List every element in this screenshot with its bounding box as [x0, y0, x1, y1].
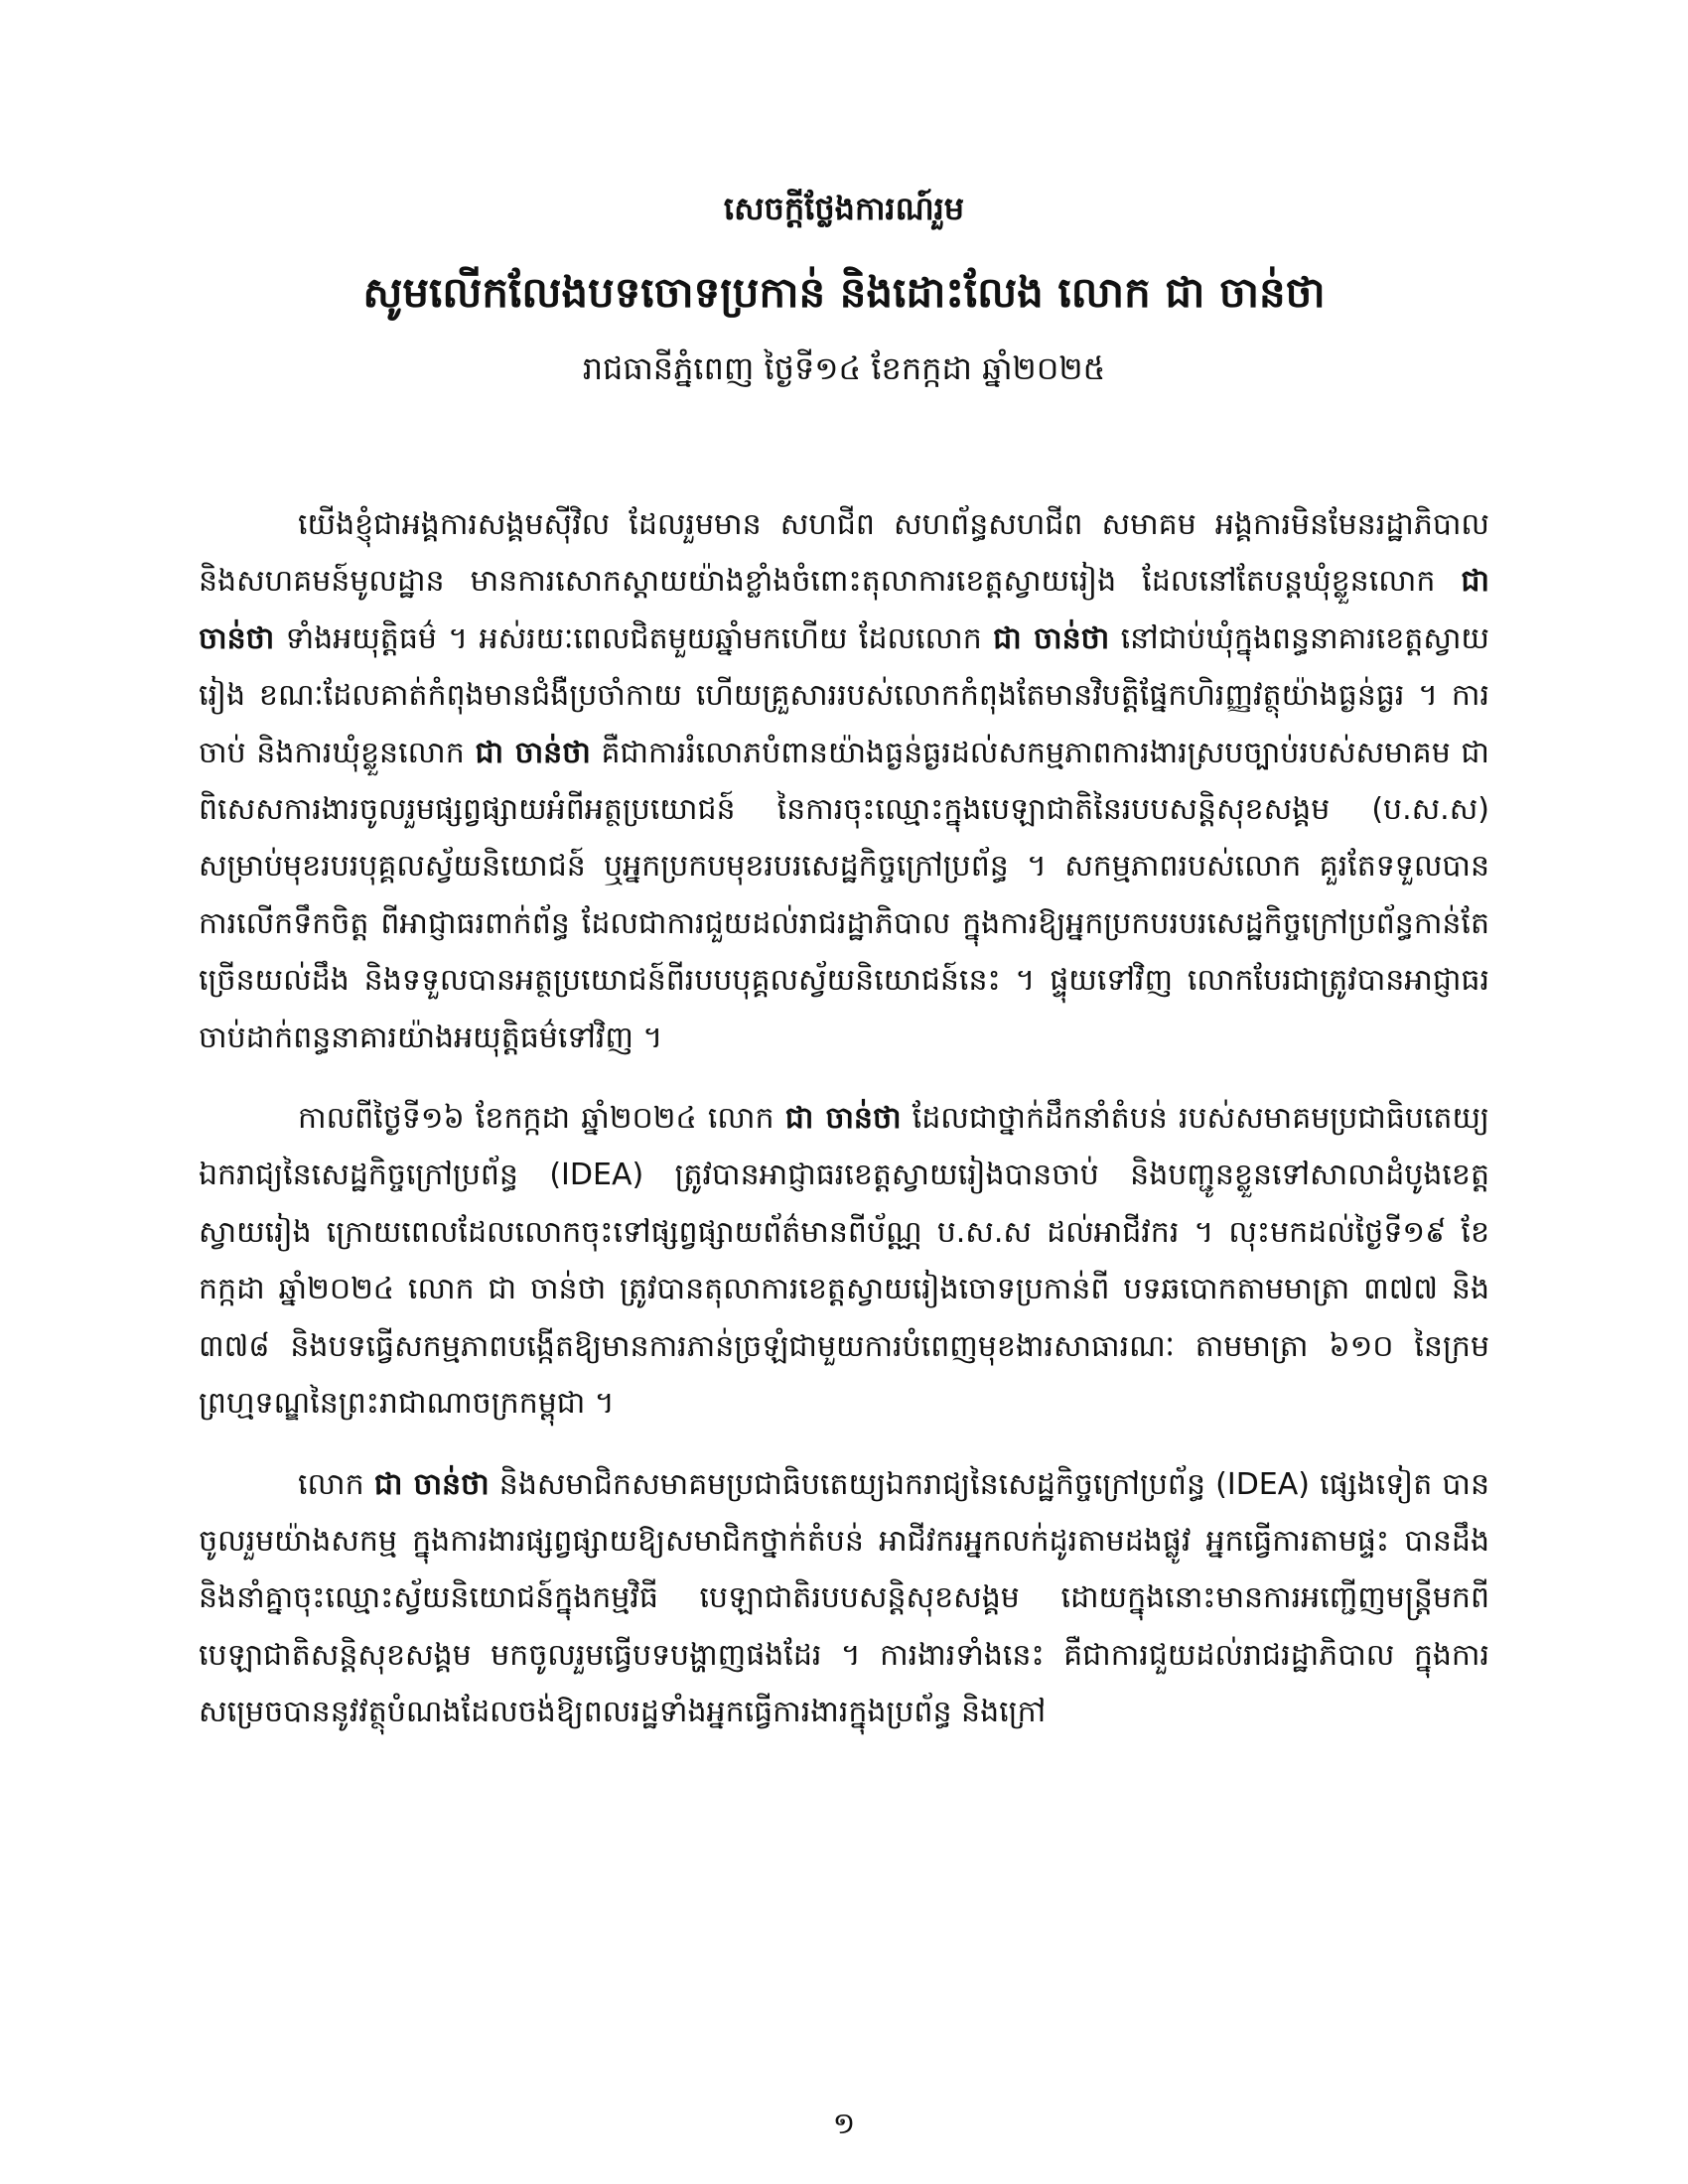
paragraph-text: កាលពីថ្ងៃទី១៦ ខែកក្កដា ឆ្នាំ២០២៤ លោក — [298, 1101, 785, 1137]
name-highlight: ជា ចាន់ថា — [475, 735, 591, 770]
paragraph-text: និងសមាជិកសមាគមប្រជាធិបតេយ្យឯករាជ្យនៃសេដ្ឋកិច្ចក្រៅប្រព័ន្ធ (IDEA) ផ្សេងទៀត បានចូលរួមយ៉ាងសកម្ម ក្នុងការងារផ្សព្វផ្សាយឱ្យសមាជិកថ្នាក់តំបន់ អាជីវករអ្នកលក់ដូរតាមដងផ្លូវ អ្នកធ្វើការតាមផ្ទះ បានដឹង និងនាំគ្នាចុះឈ្មោះស្វ័យនិយោជន៍ក្នុងកម្មវិធី បេឡាជាតិរបបសន្តិសុខសង្គម ដោយក្នុងនោះមានការអញ្ជើញមន្ត្រីមកពីបេឡាជាតិសន្តិសុខសង្គម មកចូលរួមធ្វើបទបង្ហាញផងដែរ ។ ការងារទាំងនេះ គឺជាការជួយដល់រាជរដ្ឋាភិបាល ក្នុងការសម្រេចបាននូវវត្ថុបំណងដែលចង់ឱ្យពលរដ្ឋទាំងអ្នកធ្វើការងារក្នុងប្រព័ន្ធ និងក្រៅ — [199, 1466, 1490, 1730]
paragraph-1 — [199, 496, 1489, 1066]
document-title: សូមលើកលែងបទចោទប្រកាន់ និងដោះលែង លោក ជា ចាន់ថា — [362, 268, 1326, 317]
paragraph-text: គឺជាការរំលោភបំពានយ៉ាងធ្ងន់ធ្ងរដល់សកម្មភាពការងារស្របច្បាប់របស់សមាគម ជាពិសេសការងារចូលរួមផ្សព្វផ្សាយអំពីអត្ថប្រយោជន៍ នៃការចុះឈ្មោះក្នុងបេឡាជាតិនៃរបបសន្តិសុខសង្គម (ប.ស.ស) សម្រាប់មុខរបរបុគ្គលស្វ័យនិយោជន៍ ឬអ្នកប្រកបមុខរបរសេដ្ឋកិច្ចក្រៅប្រព័ន្ធ ។ សកម្មភាពរបស់លោក គួរតែទទួលបានការលើកទឹកចិត្ត ពីអាជ្ញាធរពាក់ព័ន្ធ ដែលជាការជួយដល់រាជរដ្ឋាភិបាល ក្នុងការឱ្យអ្នកប្រកបរបរសេដ្ឋកិច្ចក្រៅប្រព័ន្ធកាន់តែច្រើនយល់ដឹង និងទទួលបានអត្ថប្រយោជន៍ពីរបបបុគ្គលស្វ័យនិយោជន៍នេះ ។ ផ្ទុយទៅវិញ លោកបែរជាត្រូវបានអាជ្ញាធរចាប់ដាក់ពន្ធនាគារយ៉ាងអយុត្តិធម៌ទៅវិញ ។ — [199, 735, 1489, 1055]
paragraph-text: ដែលជាថ្នាក់ដឹកនាំតំបន់ របស់សមាគមប្រជាធិបតេយ្យឯករាជ្យនៃសេដ្ឋកិច្ចក្រៅប្រព័ន្ធ (IDEA) ត្រូវបានអាជ្ញាធរខេត្តស្វាយរៀងបានចាប់ និងបញ្ជូនខ្លួនទៅសាលាដំបូងខេត្តស្វាយរៀង ក្រោយពេលដែលលោកចុះទៅផ្សព្វផ្សាយព័ត៌មានពីប័ណ្ណ ប.ស.ស ដល់អាជីវករ ។ លុះមកដល់ថ្ងៃទី១៩ ខែកក្កដា ឆ្នាំ២០២៤ លោក ជា ចាន់ថា ត្រូវបានតុលាការខេត្តស្វាយរៀងចោទប្រកាន់ពី បទឆបោកតាមមាត្រា ៣៧៧ និង ៣៧៨ និងបទធ្វើសកម្មភាពបង្កើតឱ្យមានការភាន់ច្រឡំជាមួយការបំពេញមុខងារសាធារណៈ តាមមាត្រា ៦១០ នៃក្រមព្រហ្មទណ្ឌនៃព្រះរាជាណាចក្រកម្ពុជា ។ — [199, 1101, 1489, 1422]
document-heading: សេចក្តីថ្លែងការណ៍រួម — [723, 190, 965, 227]
paragraph-text: ទាំងអយុត្តិធម៌ ។ អស់រយៈពេលជិតមួយឆ្នាំមកហើយ ដែលលោក — [274, 620, 994, 656]
paragraph-text: នៅជាប់ឃុំក្នុងពន្ធនាគារខេត្តស្វាយរៀង ខណៈដែលគាត់កំពុងមានជំងឺប្រចាំកាយ ហើយគ្រួសាររបស់លោកកំពុងតែមានវិបត្តិផ្នែកហិរញ្ញវត្ថុយ៉ាងធ្ងន់ធ្ងរ ។ ការចាប់ និងការឃុំខ្លួនលោក — [199, 620, 1489, 770]
document-dateline: រាជធានីភ្នំពេញ ថ្ងៃទី១៤ ខែកក្កដា ឆ្នាំ២០២៥ — [582, 349, 1106, 387]
paragraph-3 — [199, 1456, 1489, 1741]
paragraph-text: លោក — [298, 1466, 374, 1502]
page-number: ១ — [832, 2107, 856, 2141]
paragraph-text: យើងខ្ញុំជាអង្គការសង្គមស៊ីវិល ដែលរួមមាន សហជីព សហព័ន្ធសហជីព សមាគម អង្គការមិនមែនរដ្ឋាភិបាល និងសហគមន៍មូលដ្ឋាន មានការសោកស្តាយយ៉ាងខ្លាំងចំពោះតុលាការខេត្តស្វាយរៀង ដែលនៅតែបន្តឃុំខ្លួនលោក — [199, 507, 1489, 600]
name-highlight: ជា ចាន់ថា — [373, 1466, 490, 1502]
paragraph-2 — [199, 1090, 1489, 1432]
name-highlight: ជា ចាន់ថា — [993, 620, 1110, 656]
name-highlight: ជា ចាន់ថា — [784, 1101, 902, 1137]
document-body — [199, 496, 1489, 1765]
name-highlight: ជា ចាន់ថា — [199, 564, 1489, 656]
